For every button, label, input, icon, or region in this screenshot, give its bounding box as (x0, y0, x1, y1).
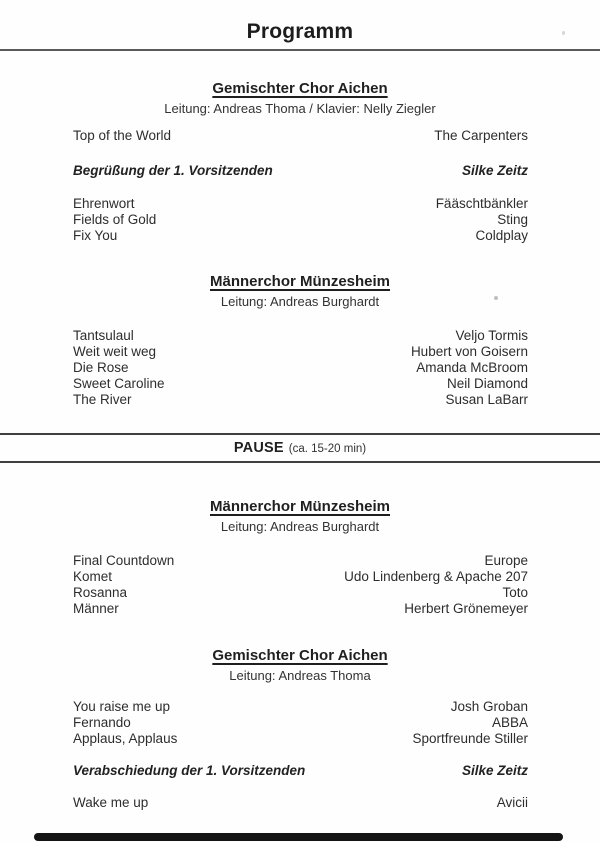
artist-name: The Carpenters (434, 128, 528, 143)
section-heading: Männerchor Münzesheim (209, 273, 391, 290)
pause-label: PAUSE (233, 440, 284, 456)
artist-name: Sportfreunde Stiller (412, 731, 528, 746)
song-title: Top of the World (73, 128, 172, 143)
section-heading: Gemischter Chor Aichen (212, 80, 388, 97)
song-title: Final Countdown (73, 553, 175, 568)
section-header-maennerchor-2 (0, 498, 600, 535)
section-heading: Männerchor Münzesheim (209, 498, 391, 515)
song-title: Fernando (73, 715, 131, 730)
artist-name: Veljo Tormis (455, 328, 528, 343)
section-heading: Gemischter Chor Aichen (212, 647, 388, 664)
program-row (73, 585, 528, 601)
program-row (73, 328, 528, 344)
program-row (73, 601, 528, 617)
program-row (73, 376, 528, 392)
program-row (73, 344, 528, 360)
section-header-chor-aichen-2 (0, 647, 600, 684)
song-title: Ehrenwort (73, 196, 135, 211)
artist-name: Susan LaBarr (445, 392, 528, 407)
artist-name: Toto (502, 585, 528, 600)
artist-name: Fääschtbänkler (435, 196, 528, 211)
ceremony-title: Begrüßung der 1. Vorsitzenden (73, 163, 273, 178)
song-list-1 (73, 128, 528, 244)
song-title: Sweet Caroline (73, 376, 165, 391)
scan-artifact (562, 31, 565, 35)
program-row (73, 795, 528, 811)
artist-name: Europe (484, 553, 528, 568)
song-title: Männer (73, 601, 119, 616)
song-list-4 (73, 699, 528, 811)
program-row (73, 731, 528, 747)
artist-name: Coldplay (475, 228, 528, 243)
scan-artifact (494, 296, 498, 300)
ceremony-title: Verabschiedung der 1. Vorsitzenden (73, 763, 306, 778)
section-header-chor-aichen-1 (0, 80, 600, 117)
program-row (73, 553, 528, 569)
pause-duration: (ca. 15-20 min) (288, 443, 367, 455)
ceremony-person: Silke Zeitz (461, 163, 528, 178)
artist-name: Avicii (496, 795, 528, 810)
pause-divider (0, 433, 600, 463)
song-title: Tantsulaul (73, 328, 134, 343)
program-row (73, 228, 528, 244)
program-row (73, 392, 528, 408)
section-header-maennerchor-1 (0, 273, 600, 310)
artist-name: Hubert von Goisern (410, 344, 528, 359)
section-conductor: Leitung: Andreas Thoma (229, 668, 371, 683)
scan-edge-bar (34, 833, 563, 841)
artist-name: Josh Groban (450, 699, 528, 714)
page-title: Programm (246, 20, 354, 43)
song-title: Weit weit weg (73, 344, 157, 359)
program-row (73, 715, 528, 731)
program-row-emphasis (73, 163, 528, 179)
program-row (73, 128, 528, 144)
artist-name: Amanda McBroom (416, 360, 528, 375)
section-conductor: Leitung: Andreas Burghardt (220, 519, 380, 534)
program-row (73, 360, 528, 376)
song-list-2 (73, 328, 528, 408)
section-conductor: Leitung: Andreas Thoma / Klavier: Nelly Ziegler (164, 101, 436, 116)
program-row (73, 196, 528, 212)
song-title: Die Rose (73, 360, 129, 375)
program-row (73, 569, 528, 585)
section-conductor: Leitung: Andreas Burghardt (220, 294, 380, 309)
artist-name: Sting (497, 212, 528, 227)
artist-name: Udo Lindenberg & Apache 207 (344, 569, 528, 584)
artist-name: Neil Diamond (446, 376, 528, 391)
song-title: Fix You (73, 228, 118, 243)
artist-name: ABBA (491, 715, 528, 730)
program-row (73, 212, 528, 228)
song-title: Komet (73, 569, 113, 584)
header-divider (0, 49, 600, 51)
song-title: Fields of Gold (73, 212, 157, 227)
song-title: Rosanna (73, 585, 128, 600)
ceremony-person: Silke Zeitz (461, 763, 528, 778)
program-row (73, 699, 528, 715)
song-title: You raise me up (73, 699, 171, 714)
song-title: Wake me up (73, 795, 149, 810)
program-row-emphasis (73, 763, 528, 779)
song-list-3 (73, 553, 528, 617)
song-title: Applaus, Applaus (73, 731, 178, 746)
song-title: The River (73, 392, 132, 407)
artist-name: Herbert Grönemeyer (404, 601, 528, 616)
